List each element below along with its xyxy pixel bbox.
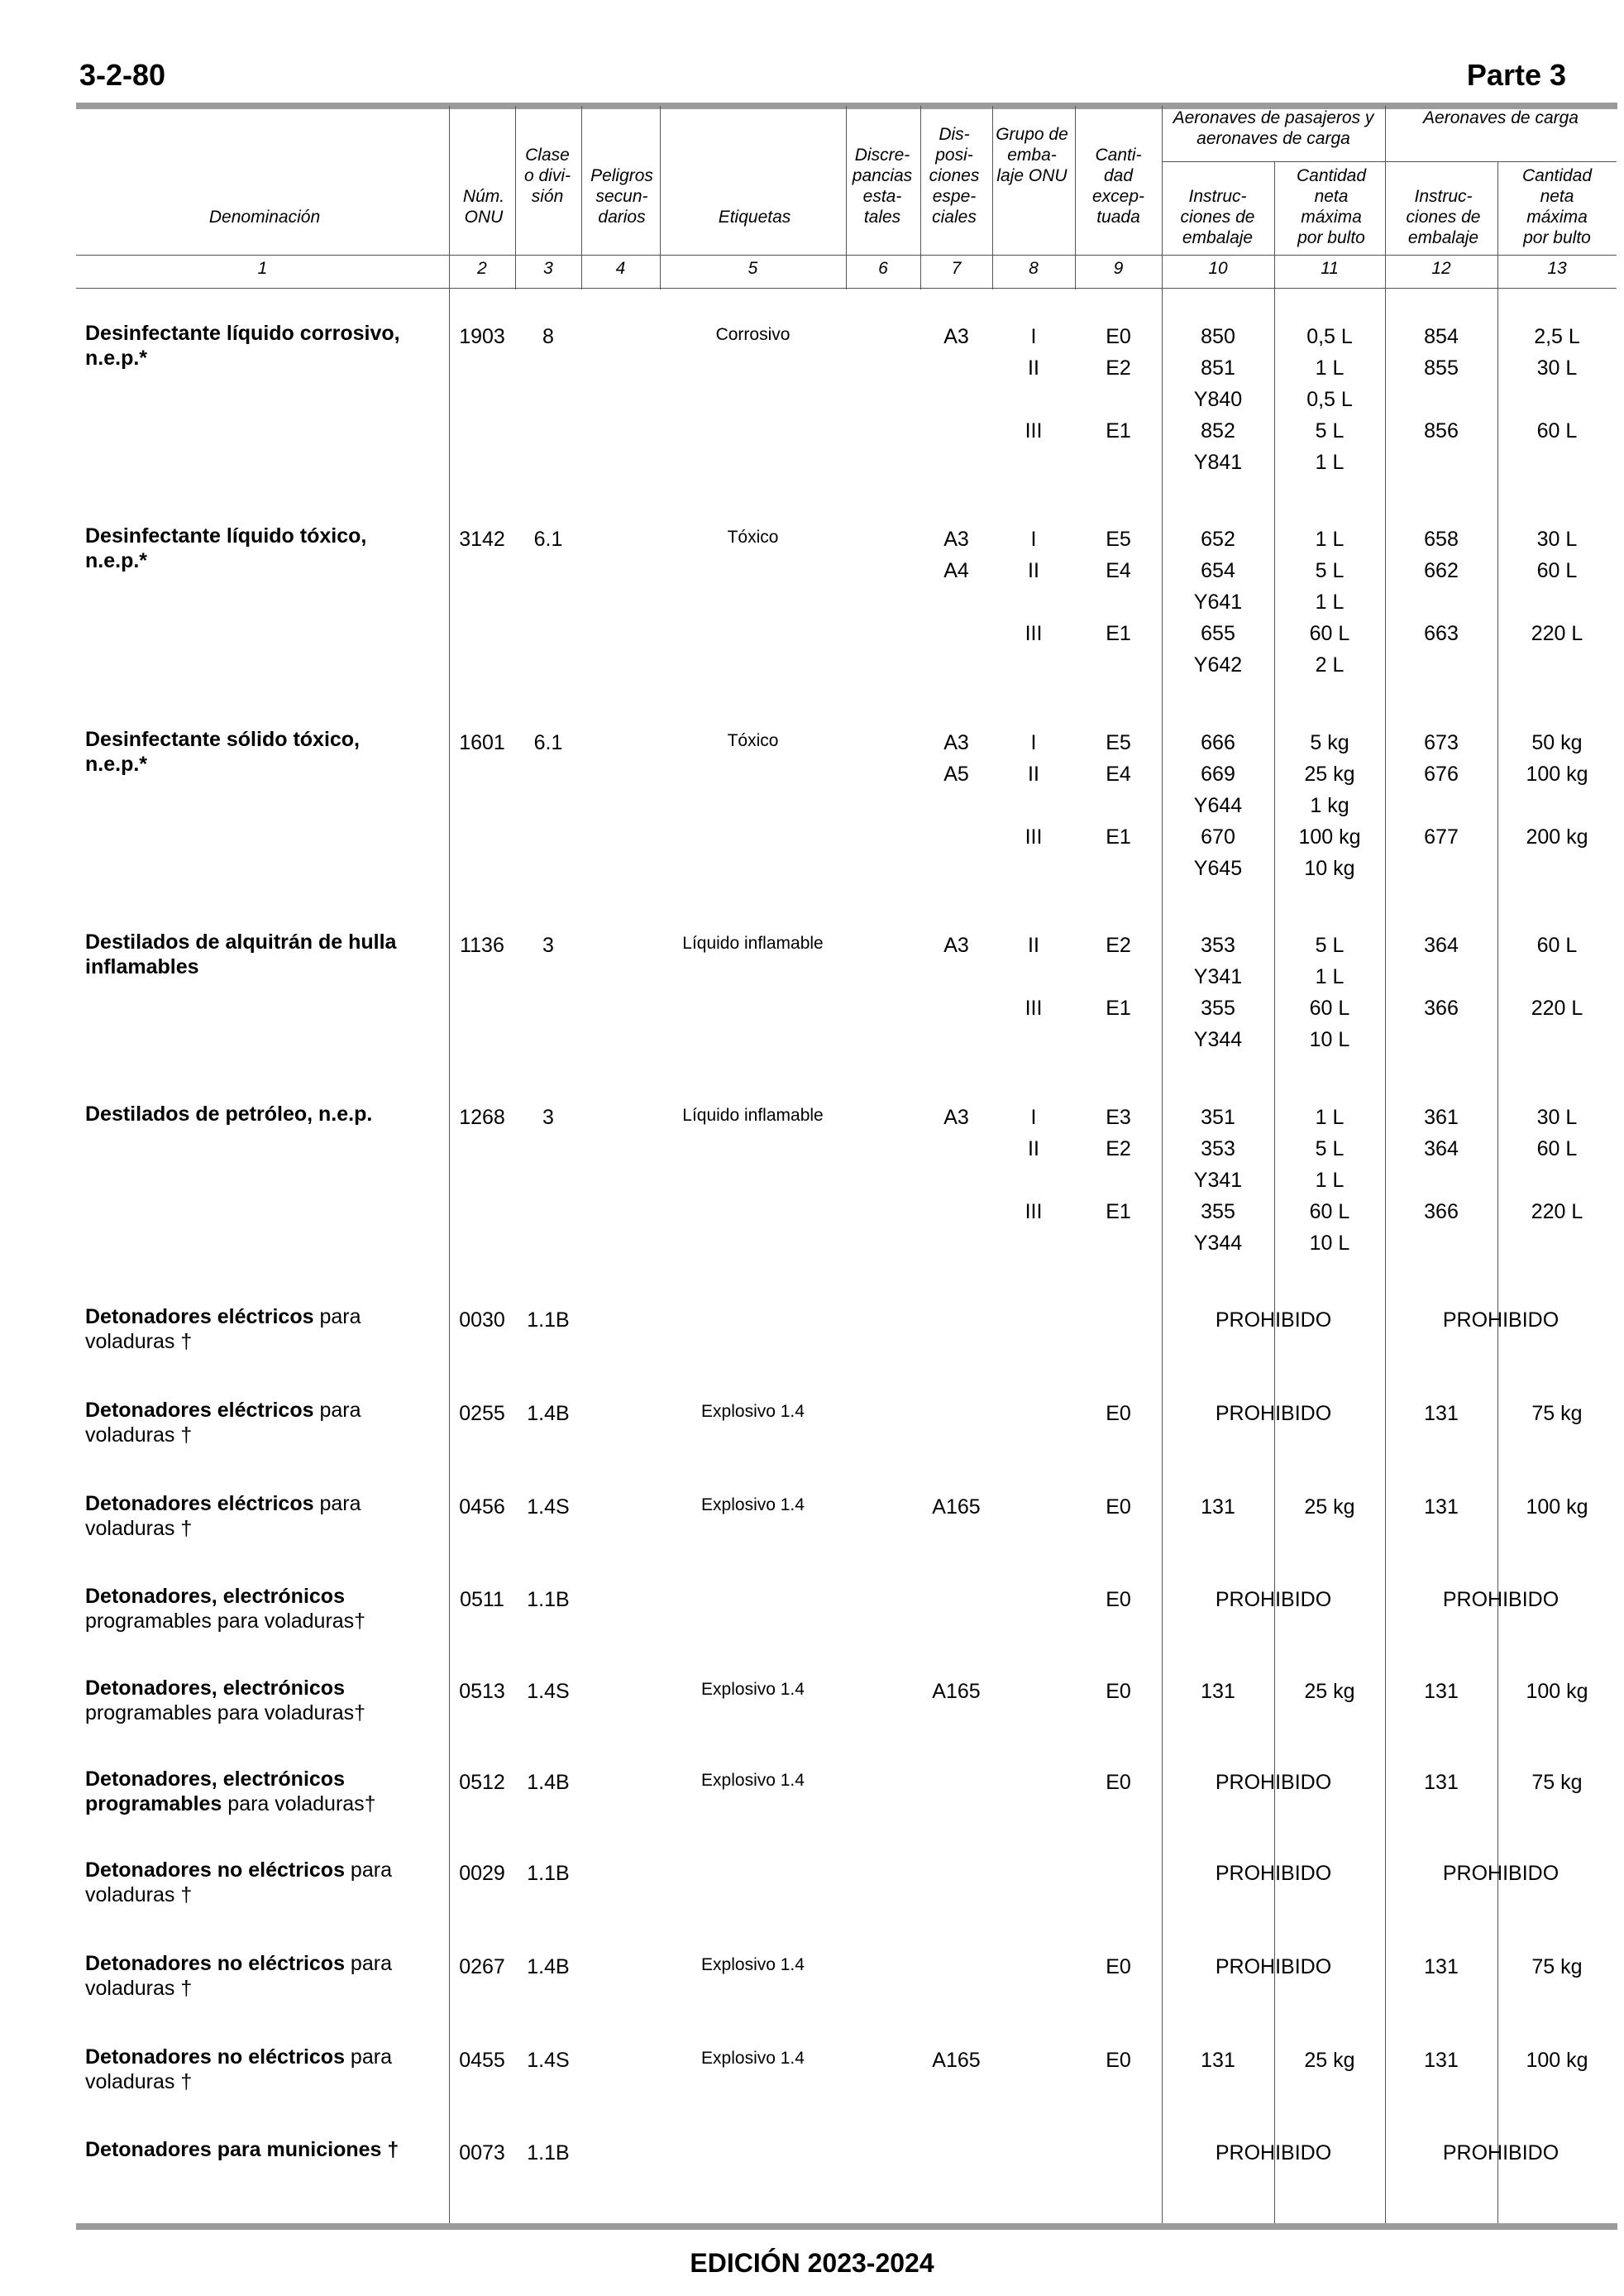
- passenger-max-net-quantity: 100 kg: [1298, 825, 1361, 849]
- substance-name: [85, 1398, 426, 1447]
- cargo-packing-instruction: 131: [1424, 1680, 1459, 1703]
- cargo-max-net-quantity: 75 kg: [1531, 1955, 1583, 1978]
- passenger-max-net-quantity: 60 L: [1309, 622, 1350, 645]
- excepted-quantity: E0: [1106, 2049, 1131, 2072]
- un-number: 0455: [459, 2049, 505, 2072]
- passenger-packing-instruction: 652: [1201, 528, 1235, 551]
- passenger-packing-instruction: Y645: [1193, 857, 1243, 880]
- passenger-max-net-quantity: 1 L: [1315, 965, 1345, 988]
- excepted-quantity: E1: [1106, 419, 1131, 442]
- substance-name: [85, 321, 426, 371]
- un-number: 1601: [459, 731, 505, 754]
- cargo-packing-instruction: 673: [1424, 731, 1459, 754]
- hazard-label: Explosivo 1.4: [701, 1771, 805, 1790]
- group-header-passenger: Aeronaves de pasajeros y aeronaves de carga: [1173, 108, 1374, 148]
- substance-name: [85, 1304, 426, 1354]
- packing-group: I: [1030, 325, 1037, 348]
- cargo-max-net-quantity: 30 L: [1536, 528, 1578, 551]
- cargo-max-net-quantity: 60 L: [1536, 934, 1578, 957]
- cargo-max-net-quantity: 2,5 L: [1534, 325, 1580, 348]
- passenger-packing-instruction: 131: [1201, 1495, 1235, 1519]
- cargo-prohibited: PROHIBIDO: [1442, 1588, 1560, 1611]
- cargo-packing-instruction: 364: [1424, 1137, 1459, 1160]
- passenger-packing-instruction: 353: [1201, 934, 1235, 957]
- cargo-packing-instruction: 131: [1424, 1402, 1459, 1425]
- special-provision: A165: [932, 2049, 981, 2072]
- cargo-packing-instruction: 131: [1424, 2049, 1459, 2072]
- class-division: 1.4S: [527, 1495, 570, 1519]
- excepted-quantity: E0: [1106, 1588, 1131, 1611]
- passenger-packing-instruction: Y344: [1193, 1028, 1243, 1051]
- passenger-packing-instruction: 852: [1201, 419, 1235, 442]
- substance-name-bold: Detonadores, electrónicos programables: [85, 1767, 345, 1815]
- passenger-max-net-quantity: 1 L: [1315, 1106, 1345, 1129]
- passenger-max-net-quantity: 10 kg: [1304, 857, 1355, 880]
- substance-name-rest: programables para voladuras†: [85, 1701, 366, 1724]
- packing-group: II: [1028, 559, 1039, 582]
- cargo-packing-instruction: 855: [1424, 356, 1459, 380]
- col-num-12: 12: [1431, 259, 1451, 278]
- substance-name-rest: programables para voladuras†: [85, 1610, 366, 1633]
- cargo-max-net-quantity: 60 L: [1536, 419, 1578, 442]
- substance-name: [85, 1676, 426, 1725]
- cargo-max-net-quantity: 30 L: [1536, 1106, 1578, 1129]
- cargo-packing-instruction: 676: [1424, 763, 1459, 786]
- packing-group: II: [1028, 356, 1039, 380]
- page-number: 3-2-80: [79, 58, 166, 92]
- substance-name-bold: Destilados de petróleo, n.e.p.: [85, 1103, 373, 1126]
- substance-name-bold: Desinfectante líquido tóxico, n.e.p.*: [85, 524, 367, 572]
- col-num-10: 10: [1208, 259, 1228, 278]
- cargo-max-net-quantity: 60 L: [1536, 1137, 1578, 1160]
- col-num-2: 2: [477, 259, 487, 278]
- substance-name-rest: para voladuras†: [222, 1792, 376, 1815]
- passenger-packing-instruction: 351: [1201, 1106, 1235, 1129]
- class-division: 1.1B: [527, 1308, 570, 1332]
- passenger-prohibited: PROHIBIDO: [1215, 1955, 1332, 1978]
- excepted-quantity: E1: [1106, 997, 1131, 1020]
- cargo-prohibited: PROHIBIDO: [1442, 2141, 1560, 2164]
- passenger-packing-instruction: Y341: [1193, 965, 1243, 988]
- substance-name: [85, 1102, 426, 1126]
- un-number: 1903: [459, 325, 505, 348]
- cargo-max-net-quantity: 30 L: [1536, 356, 1578, 380]
- substance-name-bold: Detonadores no eléctricos: [85, 2045, 345, 2069]
- substance-name-bold: Detonadores, electrónicos: [85, 1585, 345, 1608]
- substance-name-rest: para voladuras †: [85, 1952, 392, 2000]
- packing-group: III: [1025, 825, 1043, 849]
- col-num-3: 3: [543, 259, 553, 278]
- col-num-9: 9: [1113, 259, 1124, 278]
- passenger-packing-instruction: 654: [1201, 559, 1235, 582]
- class-division: 3: [542, 1106, 554, 1129]
- passenger-max-net-quantity: 1 L: [1315, 451, 1345, 474]
- passenger-prohibited: PROHIBIDO: [1215, 1862, 1332, 1885]
- passenger-max-net-quantity: 25 kg: [1304, 763, 1355, 786]
- passenger-packing-instruction: Y341: [1193, 1169, 1243, 1192]
- passenger-packing-instruction: 666: [1201, 731, 1235, 754]
- substance-name-bold: Detonadores no eléctricos: [85, 1952, 345, 1975]
- hazard-label: Líquido inflamable: [682, 934, 824, 953]
- excepted-quantity: E4: [1106, 559, 1131, 582]
- passenger-packing-instruction: 355: [1201, 997, 1235, 1020]
- substance-name-bold: Desinfectante sólido tóxico, n.e.p.*: [85, 728, 361, 776]
- col-header-3: Clase o divi- sión: [523, 146, 571, 206]
- hazard-label: Explosivo 1.4: [701, 2049, 805, 2068]
- col-header-5: Etiquetas: [718, 208, 791, 227]
- cargo-packing-instruction: 361: [1424, 1106, 1459, 1129]
- cargo-packing-instruction: 131: [1424, 1771, 1459, 1794]
- substance-name-rest: para voladuras †: [85, 1492, 361, 1540]
- excepted-quantity: E0: [1106, 1680, 1131, 1703]
- passenger-max-net-quantity: 1 kg: [1310, 794, 1349, 817]
- hazard-label: Tóxico: [727, 528, 779, 547]
- special-provision: A4: [943, 559, 969, 582]
- cargo-packing-instruction: 856: [1424, 419, 1459, 442]
- passenger-prohibited: PROHIBIDO: [1215, 1771, 1332, 1794]
- un-number: 0267: [459, 1955, 505, 1978]
- substance-name: [85, 1584, 426, 1634]
- class-division: 6.1: [533, 528, 563, 551]
- col-num-8: 8: [1029, 259, 1039, 278]
- excepted-quantity: E2: [1106, 934, 1131, 957]
- hazard-label: Líquido inflamable: [682, 1106, 824, 1125]
- passenger-max-net-quantity: 5 L: [1315, 934, 1345, 957]
- special-provision: A5: [943, 763, 969, 786]
- cargo-packing-instruction: 131: [1424, 1495, 1459, 1519]
- cargo-packing-instruction: 663: [1424, 622, 1459, 645]
- passenger-packing-instruction: 353: [1201, 1137, 1235, 1160]
- excepted-quantity: E2: [1106, 1137, 1131, 1160]
- substance-name-bold: Detonadores eléctricos: [85, 1492, 314, 1515]
- excepted-quantity: E0: [1106, 1955, 1131, 1978]
- substance-name-bold: Detonadores eléctricos: [85, 1305, 314, 1328]
- excepted-quantity: E1: [1106, 825, 1131, 849]
- cargo-max-net-quantity: 50 kg: [1531, 731, 1583, 754]
- cargo-packing-instruction: 662: [1424, 559, 1459, 582]
- col-header-9: Canti- dad excep- tuada: [1091, 146, 1145, 227]
- substance-name-bold: Detonadores, electrónicos: [85, 1677, 345, 1700]
- passenger-max-net-quantity: 25 kg: [1304, 1680, 1355, 1703]
- excepted-quantity: E5: [1106, 731, 1131, 754]
- cargo-packing-instruction: 364: [1424, 934, 1459, 957]
- cargo-max-net-quantity: 220 L: [1531, 997, 1583, 1020]
- class-division: 1.4B: [527, 1771, 570, 1794]
- passenger-max-net-quantity: 25 kg: [1304, 1495, 1355, 1519]
- excepted-quantity: E1: [1106, 622, 1131, 645]
- excepted-quantity: E1: [1106, 1200, 1131, 1223]
- un-number: 0029: [459, 1862, 505, 1885]
- hazard-label: Explosivo 1.4: [701, 1680, 805, 1699]
- un-number: 0511: [460, 1588, 504, 1611]
- un-number: 0513: [459, 1680, 505, 1703]
- passenger-max-net-quantity: 60 L: [1309, 1200, 1350, 1223]
- passenger-max-net-quantity: 1 L: [1315, 1169, 1345, 1192]
- bottom-rule: [76, 2223, 1617, 2230]
- col-header-6: Discre- pancias esta- tales: [852, 146, 913, 227]
- passenger-max-net-quantity: 5 L: [1315, 559, 1345, 582]
- un-number: 0255: [459, 1402, 505, 1425]
- packing-group: III: [1025, 622, 1043, 645]
- footer-edition: EDICIÓN 2023-2024: [690, 2248, 934, 2278]
- passenger-max-net-quantity: 1 L: [1315, 356, 1345, 380]
- passenger-max-net-quantity: 60 L: [1309, 997, 1350, 1020]
- un-number: 0456: [459, 1495, 505, 1519]
- cargo-max-net-quantity: 100 kg: [1526, 1680, 1588, 1703]
- packing-group: III: [1025, 997, 1043, 1020]
- col-header-10: Instruc- ciones de embalaje: [1180, 187, 1255, 247]
- passenger-packing-instruction: 850: [1201, 325, 1235, 348]
- substance-name: [85, 524, 426, 573]
- passenger-prohibited: PROHIBIDO: [1215, 1588, 1332, 1611]
- un-number: 0512: [459, 1771, 505, 1794]
- un-number: 1136: [460, 934, 504, 957]
- cargo-packing-instruction: 366: [1424, 997, 1459, 1020]
- special-provision: A3: [943, 934, 969, 957]
- excepted-quantity: E3: [1106, 1106, 1131, 1129]
- passenger-packing-instruction: 131: [1201, 2049, 1235, 2072]
- hazard-label: Explosivo 1.4: [701, 1402, 805, 1421]
- passenger-max-net-quantity: 10 L: [1309, 1028, 1350, 1051]
- col-header-2: Núm. ONU: [462, 187, 505, 227]
- special-provision: A165: [932, 1680, 981, 1703]
- substance-name: [85, 1858, 426, 1907]
- cargo-max-net-quantity: 75 kg: [1531, 1402, 1583, 1425]
- class-division: 6.1: [533, 731, 563, 754]
- packing-group: II: [1028, 934, 1039, 957]
- col-header-13: Cantidad neta máxima por bulto: [1521, 166, 1593, 247]
- passenger-prohibited: PROHIBIDO: [1215, 1402, 1332, 1425]
- passenger-packing-instruction: Y841: [1193, 451, 1243, 474]
- passenger-max-net-quantity: 0,5 L: [1306, 388, 1353, 411]
- substance-name-bold: Desinfectante líquido corrosivo, n.e.p.*: [85, 322, 400, 370]
- passenger-packing-instruction: 669: [1201, 763, 1235, 786]
- special-provision: A3: [943, 528, 969, 551]
- hazard-label: Corrosivo: [715, 325, 791, 344]
- substance-name-bold: Destilados de alquitrán de hulla inflamables: [85, 930, 397, 978]
- col-header-12: Instruc- ciones de embalaje: [1406, 187, 1481, 247]
- cargo-prohibited: PROHIBIDO: [1442, 1862, 1560, 1885]
- packing-group: II: [1028, 763, 1039, 786]
- class-division: 1.1B: [527, 2141, 570, 2164]
- class-division: 1.1B: [527, 1862, 570, 1885]
- passenger-packing-instruction: 670: [1201, 825, 1235, 849]
- class-division: 8: [542, 325, 554, 348]
- substance-name: [85, 1767, 426, 1816]
- passenger-prohibited: PROHIBIDO: [1215, 2141, 1332, 2164]
- passenger-packing-instruction: Y840: [1193, 388, 1243, 411]
- substance-name-bold: Detonadores eléctricos: [85, 1399, 314, 1422]
- excepted-quantity: E2: [1106, 356, 1131, 380]
- substance-name-rest: para voladuras †: [85, 1858, 392, 1906]
- cargo-max-net-quantity: 220 L: [1531, 622, 1583, 645]
- special-provision: A165: [932, 1495, 981, 1519]
- hazard-label: Explosivo 1.4: [701, 1495, 805, 1514]
- passenger-max-net-quantity: 5 kg: [1310, 731, 1349, 754]
- un-number: 1268: [459, 1106, 505, 1129]
- col-num-6: 6: [878, 259, 888, 278]
- packing-group: I: [1030, 528, 1037, 551]
- col-header-7: Dis- posi- ciones espe- ciales: [929, 125, 980, 227]
- un-number: 3142: [459, 528, 505, 551]
- un-number: 0030: [459, 1308, 505, 1332]
- cargo-packing-instruction: 131: [1424, 1955, 1459, 1978]
- passenger-packing-instruction: Y642: [1193, 653, 1243, 677]
- cargo-packing-instruction: 366: [1424, 1200, 1459, 1223]
- class-division: 1.4B: [527, 1955, 570, 1978]
- passenger-max-net-quantity: 5 L: [1315, 419, 1345, 442]
- cargo-packing-instruction: 677: [1424, 825, 1459, 849]
- passenger-packing-instruction: 355: [1201, 1200, 1235, 1223]
- passenger-max-net-quantity: 2 L: [1315, 653, 1345, 677]
- special-provision: A3: [943, 1106, 969, 1129]
- excepted-quantity: E0: [1106, 1771, 1131, 1794]
- passenger-packing-instruction: Y644: [1193, 794, 1243, 817]
- special-provision: A3: [943, 325, 969, 348]
- part-label: Parte 3: [1466, 58, 1566, 92]
- excepted-quantity: E0: [1106, 1402, 1131, 1425]
- col-num-5: 5: [748, 259, 758, 278]
- passenger-packing-instruction: Y641: [1193, 591, 1243, 614]
- substance-name-rest: para voladuras †: [85, 1399, 361, 1447]
- cargo-max-net-quantity: 100 kg: [1526, 1495, 1588, 1519]
- passenger-packing-instruction: Y344: [1193, 1232, 1243, 1255]
- substance-name: [85, 2045, 426, 2094]
- cargo-prohibited: PROHIBIDO: [1442, 1308, 1560, 1332]
- special-provision: A3: [943, 731, 969, 754]
- col-header-1: Denominación: [208, 208, 321, 227]
- cargo-max-net-quantity: 100 kg: [1526, 2049, 1588, 2072]
- col-num-4: 4: [615, 259, 626, 278]
- cargo-max-net-quantity: 60 L: [1536, 559, 1578, 582]
- substance-name-bold: Detonadores para municiones †: [85, 2138, 399, 2161]
- substance-name-bold: Detonadores no eléctricos: [85, 1858, 345, 1882]
- substance-name-rest: para voladuras †: [85, 2045, 392, 2093]
- group-header-cargo: Aeronaves de carga: [1423, 108, 1579, 127]
- packing-group: I: [1030, 1106, 1037, 1129]
- col-header-4: Peligros secun- darios: [590, 166, 653, 227]
- passenger-prohibited: PROHIBIDO: [1215, 1308, 1332, 1332]
- passenger-max-net-quantity: 1 L: [1315, 591, 1345, 614]
- cargo-max-net-quantity: 75 kg: [1531, 1771, 1583, 1794]
- col-num-7: 7: [951, 259, 962, 278]
- packing-group: I: [1030, 731, 1037, 754]
- packing-group: II: [1028, 1137, 1039, 1160]
- cargo-packing-instruction: 658: [1424, 528, 1459, 551]
- col-num-1: 1: [257, 259, 268, 278]
- passenger-packing-instruction: 851: [1201, 356, 1235, 380]
- hazard-label: Tóxico: [727, 731, 779, 750]
- substance-name: [85, 727, 426, 777]
- excepted-quantity: E0: [1106, 325, 1131, 348]
- excepted-quantity: E0: [1106, 1495, 1131, 1519]
- class-division: 3: [542, 934, 554, 957]
- substance-name-rest: para voladuras †: [85, 1305, 361, 1353]
- passenger-packing-instruction: 655: [1201, 622, 1235, 645]
- passenger-max-net-quantity: 25 kg: [1304, 2049, 1355, 2072]
- col-header-8: Grupo de emba- laje ONU: [996, 125, 1068, 185]
- class-division: 1.4S: [527, 1680, 570, 1703]
- substance-name: [85, 2137, 426, 2162]
- cargo-packing-instruction: 854: [1424, 325, 1459, 348]
- col-header-11: Cantidad neta máxima por bulto: [1296, 166, 1367, 247]
- excepted-quantity: E5: [1106, 528, 1131, 551]
- class-division: 1.4S: [527, 2049, 570, 2072]
- cargo-max-net-quantity: 200 kg: [1526, 825, 1588, 849]
- col-num-11: 11: [1321, 259, 1339, 278]
- passenger-max-net-quantity: 1 L: [1315, 528, 1345, 551]
- passenger-packing-instruction: 131: [1201, 1680, 1235, 1703]
- passenger-max-net-quantity: 10 L: [1309, 1232, 1350, 1255]
- passenger-max-net-quantity: 5 L: [1315, 1137, 1345, 1160]
- passenger-max-net-quantity: 0,5 L: [1306, 325, 1353, 348]
- cargo-max-net-quantity: 220 L: [1531, 1200, 1583, 1223]
- hazard-label: Explosivo 1.4: [701, 1955, 805, 1974]
- substance-name: [85, 1951, 426, 2001]
- class-division: 1.1B: [527, 1588, 570, 1611]
- excepted-quantity: E4: [1106, 763, 1131, 786]
- cargo-max-net-quantity: 100 kg: [1526, 763, 1588, 786]
- col-num-13: 13: [1547, 259, 1567, 278]
- substance-name: [85, 930, 426, 979]
- packing-group: III: [1025, 1200, 1043, 1223]
- substance-name: [85, 1491, 426, 1541]
- un-number: 0073: [459, 2141, 505, 2164]
- class-division: 1.4B: [527, 1402, 570, 1425]
- packing-group: III: [1025, 419, 1043, 442]
